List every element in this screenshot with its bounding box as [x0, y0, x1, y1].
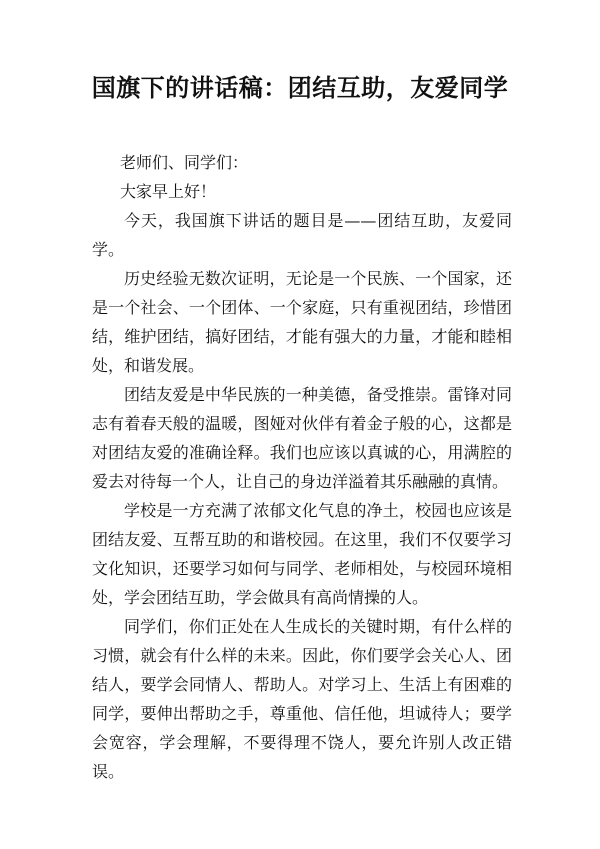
greeting: 大家早上好！	[120, 182, 217, 201]
document-body	[92, 148, 512, 786]
paragraph-2: 历史经验无数次证明，无论是一个民族、一个国家，还是一个社会、一个团体、一个家庭，只有重视团结，珍惜团结，维护团结，搞好团结，才能有强大的力量，才能和睦相处，和谐发展。	[92, 269, 512, 375]
document-title: 国旗下的讲话稿：团结互助，友爱同学	[91, 73, 509, 102]
paragraph-3: 团结友爱是中华民族的一种美德，备受推崇。雷锋对同志有着春天般的温暖，图娅对伙伴有着金子般的心，这都是对团结友爱的准确诠释。我们也应该以真诚的心，用满腔的爱去对待每一个人，让自己的身边洋溢着其乐融融的真情。	[92, 385, 512, 491]
paragraph-1: 今天，我国旗下讲话的题目是——团结互助，友爱同学。	[92, 211, 512, 259]
paragraph-4: 学校是一方充满了浓郁文化气息的净土，校园也应该是团结友爱、互帮互助的和谐校园。在这里，我们不仅要学习文化知识，还要学习如何与同学、老师相处，与校园环境相处，学会团结互助，学会做具有高尚情操的人。	[92, 501, 512, 607]
paragraph-5: 同学们，你们正处在人生成长的关键时期，有什么样的习惯，就会有什么样的未来。因此，你们要学会关心人、团结人，要学会同情人、帮助人。对学习上、生活上有困难的同学，要伸出帮助之手，尊重他、信任他，坦诚待人；要学会宽容，学会理解，不要得理不饶人，要允许别人改正错误。	[92, 617, 512, 781]
salutation: 老师们、同学们：	[120, 153, 249, 172]
